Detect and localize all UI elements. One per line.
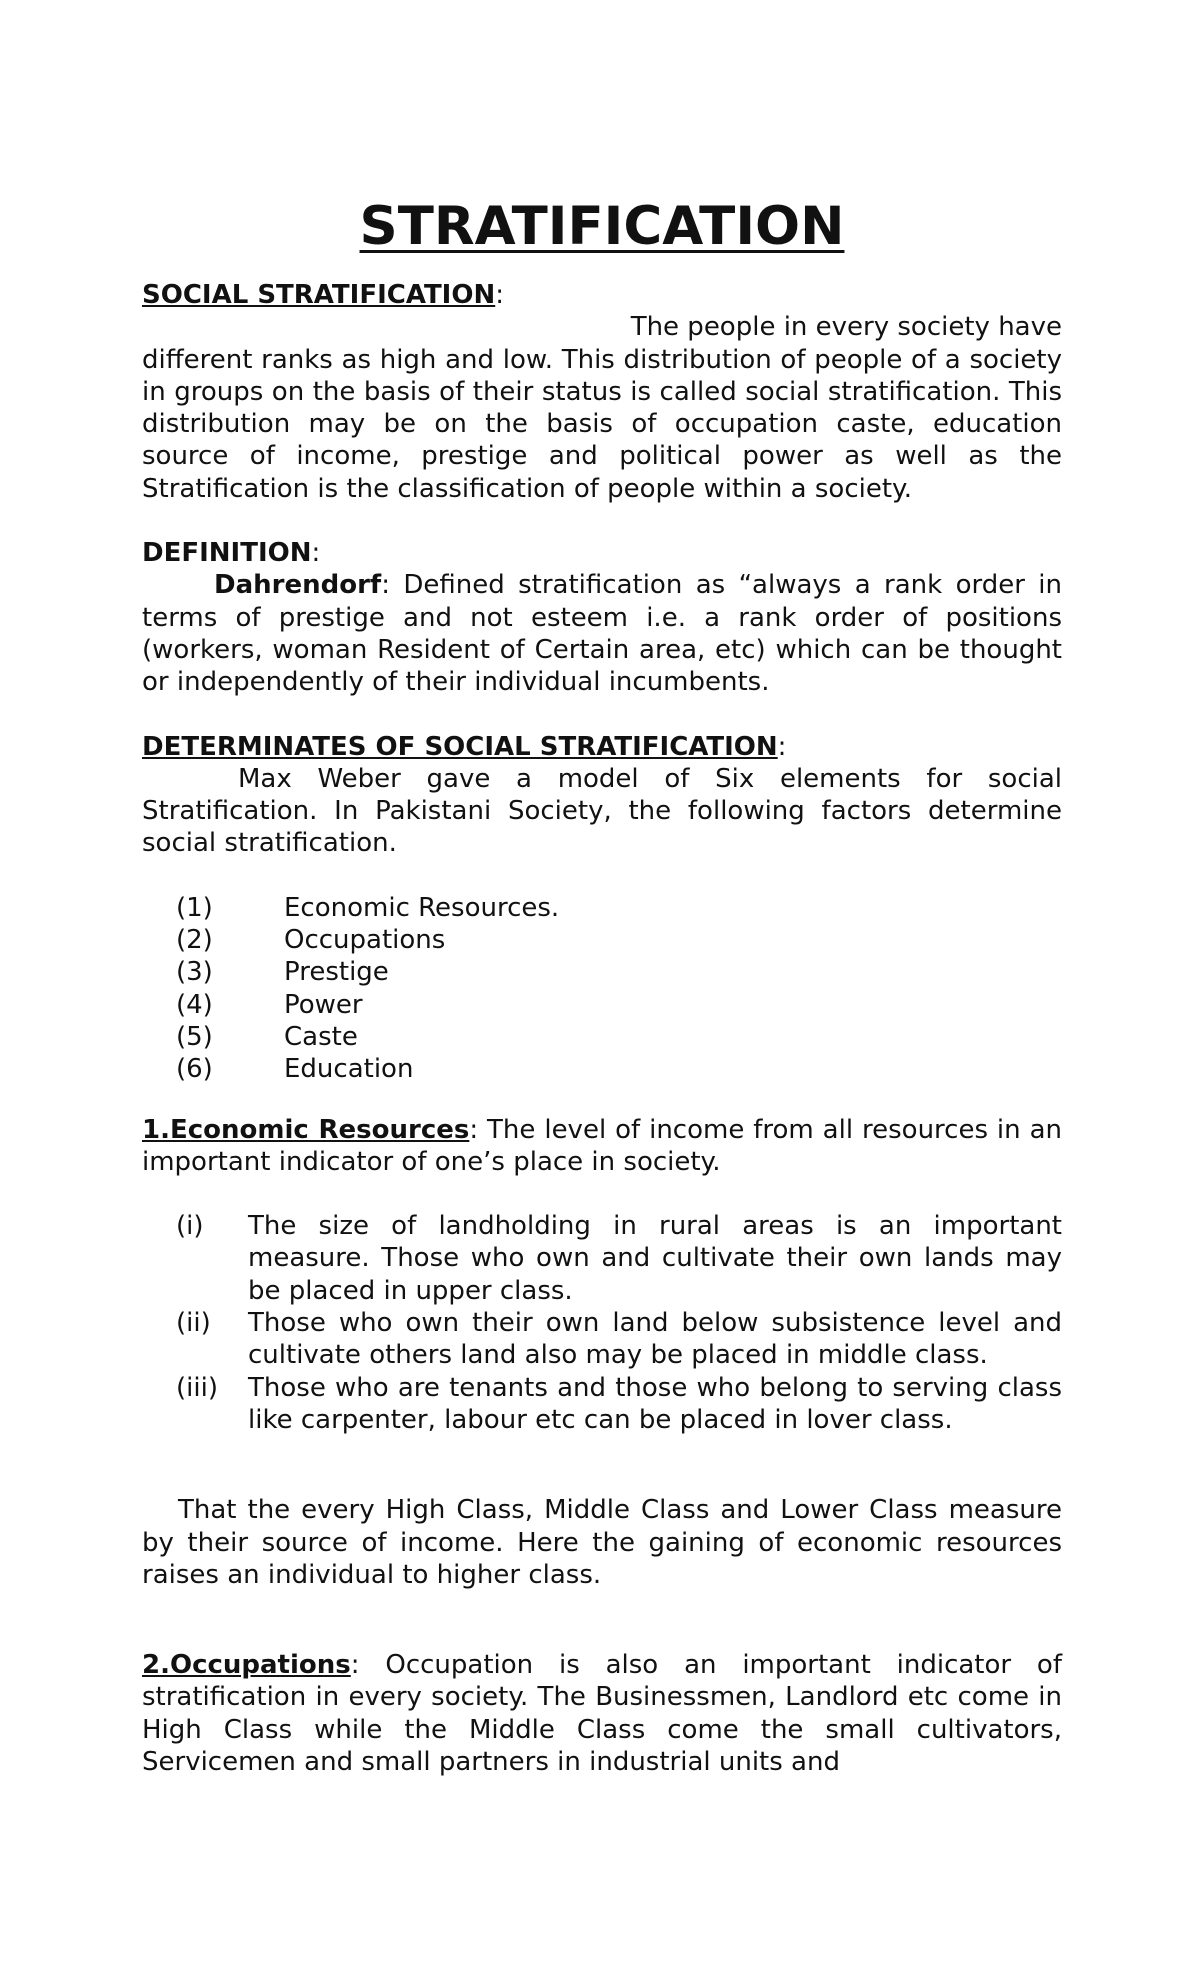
list-label: Education — [284, 1054, 414, 1085]
economic-closing-paragraph: That the every High Class, Middle Class and Lower Class measure by their source of income. Here the gaining of economic resources raises an individual to higher class. — [142, 1495, 1062, 1590]
section-heading: 2.Occupations — [142, 1650, 351, 1681]
section-heading-line — [142, 731, 1062, 763]
determinates-section — [142, 731, 1062, 1086]
section-heading: DEFINITION — [142, 538, 312, 569]
list-number: (3) — [176, 957, 213, 988]
list-text: Those who are tenants and those who belong to serving class like carpenter, labour etc can be placed in lover class. — [248, 1372, 1062, 1435]
list-number: (5) — [176, 1021, 213, 1052]
section-heading: 1.Economic Resources — [142, 1114, 470, 1145]
paragraph-body: different ranks as high and low. This distribution of people of a society in groups on the basis of their status is called social stratification. This distribution may be on the basis of occupation caste, education source of income, prestige and political power as well as the Stratification is the classification of people within a society. — [142, 344, 1062, 504]
list-item — [142, 1053, 1062, 1085]
list-item — [142, 892, 1062, 924]
economic-resources-text: : The level of income from all resources in an important indicator of one’s place in society. — [142, 1114, 1062, 1177]
document-page — [142, 195, 1062, 1778]
list-number: (2) — [176, 925, 213, 956]
occupations-text: : Occupation is also an important indicator of stratification in every society. The Businessmen, Landlord etc come in High Class while the Middle Class come the small cultivators, Servicemen and small partners in industrial units and — [142, 1650, 1062, 1777]
economic-points-list — [142, 1210, 1062, 1436]
list-item — [142, 1021, 1062, 1053]
list-label: Occupations — [284, 925, 446, 956]
determinates-paragraph: Max Weber gave a model of Six elements for social Stratification. In Pakistani Society, the following factors determine social stratification. — [142, 763, 1062, 859]
section-heading-line — [142, 537, 1062, 569]
list-label: Economic Resources. — [284, 892, 560, 923]
list-number: (1) — [176, 892, 213, 923]
economic-resources-section — [142, 1114, 1062, 1592]
factors-list — [142, 892, 1062, 1086]
author-name: Dahrendorf — [214, 570, 382, 601]
definition-paragraph — [142, 569, 1062, 698]
paragraph-first-line: The people in every society have — [630, 312, 1062, 343]
list-label: Caste — [284, 1021, 358, 1052]
list-text: Those who own their own land below subsistence level and cultivate others land also may be placed in middle class. — [248, 1308, 1062, 1371]
definition-section — [142, 537, 1062, 698]
section-heading: DETERMINATES OF SOCIAL STRATIFICATION — [142, 731, 778, 762]
economic-resources-paragraph — [142, 1114, 1062, 1179]
list-item — [142, 1307, 1062, 1372]
list-number: (iii) — [176, 1372, 218, 1403]
list-item — [142, 989, 1062, 1021]
occupations-section — [142, 1649, 1062, 1778]
section-heading: SOCIAL STRATIFICATION — [142, 280, 496, 310]
page-title: STRATIFICATION — [359, 196, 845, 257]
heading-colon: : — [495, 280, 504, 310]
occupations-paragraph — [142, 1649, 1062, 1778]
list-label: Prestige — [284, 957, 389, 988]
social-stratification-section — [142, 279, 1062, 505]
heading-colon: : — [777, 731, 787, 762]
list-item — [142, 956, 1062, 988]
heading-colon: : — [311, 538, 321, 569]
list-item — [142, 1372, 1062, 1437]
list-number: (ii) — [176, 1308, 211, 1339]
list-item — [142, 1210, 1062, 1307]
list-number: (i) — [176, 1211, 204, 1242]
list-number: (4) — [176, 989, 213, 1020]
list-item — [142, 924, 1062, 956]
list-label: Power — [284, 989, 363, 1020]
list-number: (6) — [176, 1054, 213, 1085]
definition-text: : Defined stratification as “always a rank order in terms of prestige and not esteem i.e. a rank order of positions (workers, woman Resident of Certain area, etc) which can be thought or independently of their individual incumbents. — [142, 570, 1062, 698]
list-text: The size of landholding in rural areas is an important measure. Those who own and cultivate their own lands may be placed in upper class. — [248, 1211, 1062, 1306]
section-heading-line — [142, 279, 1062, 311]
